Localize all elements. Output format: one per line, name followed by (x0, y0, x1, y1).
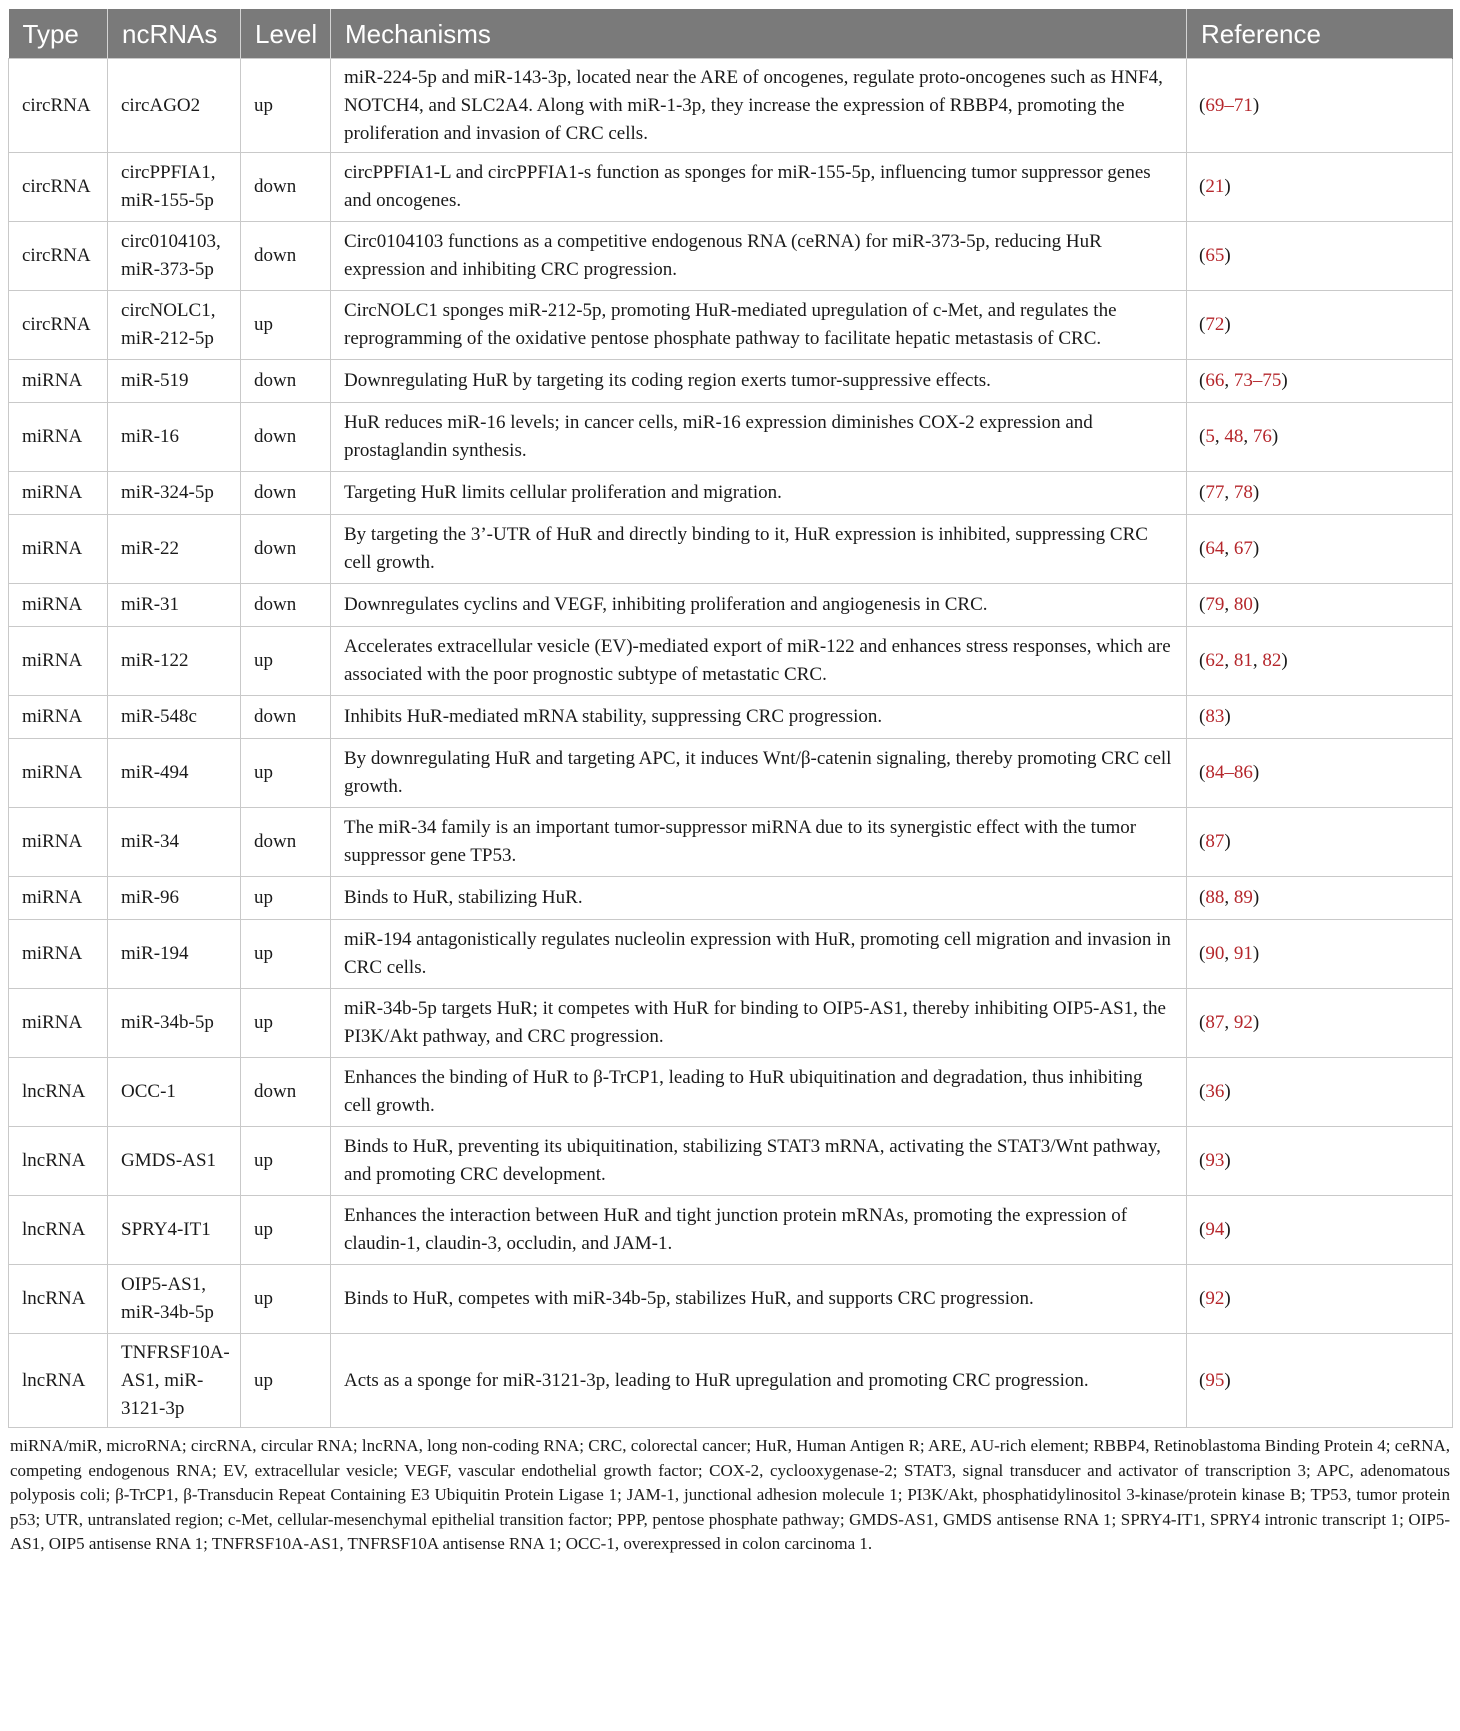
ncrna-name-line: miR-34b-5p (121, 1012, 214, 1033)
reference-link[interactable]: 90 (1205, 943, 1225, 964)
cell-reference: (65) (1187, 222, 1453, 291)
reference-link[interactable]: 67 (1233, 538, 1253, 559)
cell-reference: (95) (1187, 1334, 1453, 1428)
reference-link[interactable]: 80 (1233, 594, 1253, 615)
cell-reference: (21) (1187, 153, 1453, 222)
cell-level: up (241, 1196, 331, 1265)
ncrna-name-line: circAGO2 (121, 94, 201, 116)
reference-link[interactable]: 91 (1233, 943, 1253, 964)
table-row (9, 291, 1453, 360)
cell-type: miRNA (9, 627, 108, 696)
ncrna-name-line: miR-373-5p (121, 259, 214, 280)
cell-mechanism: By targeting the 3’-UTR of HuR and directly binding to it, HuR expression is inhibited, suppressing CRC cell growth. (331, 515, 1187, 584)
cell-type: miRNA (9, 696, 108, 739)
cell-ncrnas (108, 360, 241, 403)
cell-level: up (241, 1265, 331, 1334)
ncrna-name-line: circ0104103, (121, 231, 221, 252)
ncrna-name-line: circNOLC1, (121, 300, 216, 321)
cell-ncrnas (108, 1265, 241, 1334)
reference-link[interactable]: 94 (1205, 1219, 1225, 1240)
table-row (9, 1265, 1453, 1334)
reference-link[interactable]: 92 (1233, 1012, 1253, 1033)
cell-level: down (241, 1058, 331, 1127)
cell-type: miRNA (9, 403, 108, 472)
reference-link[interactable]: 73–75 (1233, 370, 1282, 391)
cell-reference: (92) (1187, 1265, 1453, 1334)
header-reference: Reference (1187, 10, 1453, 59)
cell-mechanism: Downregulates cyclins and VEGF, inhibiting proliferation and angiogenesis in CRC. (331, 584, 1187, 627)
table-row (9, 222, 1453, 291)
table-row (9, 1058, 1453, 1127)
reference-link[interactable]: 76 (1252, 426, 1272, 447)
reference-link[interactable]: 66 (1205, 370, 1225, 391)
reference-link[interactable]: 93 (1205, 1150, 1225, 1171)
cell-reference: (90, 91) (1187, 920, 1453, 989)
cell-mechanism: circPPFIA1-L and circPPFIA1-s function as sponges for miR-155-5p, influencing tumor suppressor genes and oncogenes. (331, 153, 1187, 222)
cell-mechanism: Enhances the binding of HuR to β-TrCP1, leading to HuR ubiquitination and degradation, thus inhibiting cell growth. (331, 1058, 1187, 1127)
reference-link[interactable]: 78 (1233, 482, 1253, 503)
cell-type: miRNA (9, 989, 108, 1058)
cell-reference: (87, 92) (1187, 989, 1453, 1058)
cell-level: up (241, 1334, 331, 1428)
cell-level: down (241, 153, 331, 222)
ncrna-name-line: miR-194 (121, 943, 189, 964)
cell-reference: (36) (1187, 1058, 1453, 1127)
ncrna-name-line: miR-212-5p (121, 328, 214, 349)
cell-type: miRNA (9, 739, 108, 808)
cell-mechanism: Binds to HuR, stabilizing HuR. (331, 877, 1187, 920)
ncrna-name-line: miR-16 (121, 426, 180, 447)
cell-reference: (94) (1187, 1196, 1453, 1265)
cell-ncrnas (108, 1334, 241, 1428)
ncrna-name-line: miR-494 (121, 762, 189, 783)
cell-type: circRNA (9, 153, 108, 222)
table-row (9, 696, 1453, 739)
reference-link[interactable]: 72 (1205, 314, 1225, 335)
ncrna-name-line: miR-31 (121, 594, 180, 615)
cell-ncrnas (108, 472, 241, 515)
reference-link[interactable]: 92 (1205, 1288, 1225, 1309)
header-level: Level (241, 10, 331, 59)
cell-ncrnas (108, 696, 241, 739)
cell-mechanism: CircNOLC1 sponges miR-212-5p, promoting HuR-mediated upregulation of c-Met, and regulates the reprogramming of the oxidative pentose phosphate pathway to facilitate hepatic metastasis of CRC. (331, 291, 1187, 360)
cell-level: up (241, 739, 331, 808)
table-row (9, 627, 1453, 696)
cell-level: up (241, 59, 331, 153)
table-container (8, 9, 1452, 1557)
ncrna-name-line: miR-122 (121, 650, 189, 671)
table-row (9, 584, 1453, 627)
cell-type: miRNA (9, 472, 108, 515)
cell-level: up (241, 989, 331, 1058)
reference-link[interactable]: 48 (1224, 426, 1244, 447)
cell-reference: (88, 89) (1187, 877, 1453, 920)
ncrna-name-line: SPRY4-IT1 (121, 1219, 211, 1240)
reference-link[interactable]: 95 (1205, 1369, 1225, 1391)
cell-reference: (62, 81, 82) (1187, 627, 1453, 696)
cell-type: circRNA (9, 291, 108, 360)
cell-mechanism: miR-34b-5p targets HuR; it competes with HuR for binding to OIP5-AS1, thereby inhibiting OIP5-AS1, the PI3K/Akt pathway, and CRC progression. (331, 989, 1187, 1058)
cell-level: up (241, 877, 331, 920)
cell-reference: (5, 48, 76) (1187, 403, 1453, 472)
cell-level: up (241, 627, 331, 696)
reference-link[interactable]: 83 (1205, 706, 1225, 727)
table-row (9, 515, 1453, 584)
cell-ncrnas (108, 1196, 241, 1265)
cell-ncrnas (108, 584, 241, 627)
cell-reference: (93) (1187, 1127, 1453, 1196)
cell-ncrnas (108, 989, 241, 1058)
cell-type: miRNA (9, 920, 108, 989)
ncrna-name-line: miR-324-5p (121, 482, 214, 503)
cell-type: lncRNA (9, 1334, 108, 1428)
cell-level: down (241, 222, 331, 291)
cell-ncrnas (108, 1127, 241, 1196)
table-row (9, 1334, 1453, 1428)
cell-type: miRNA (9, 877, 108, 920)
ncrna-name-line: OIP5-AS1, (121, 1274, 206, 1295)
cell-mechanism: Inhibits HuR-mediated mRNA stability, suppressing CRC progression. (331, 696, 1187, 739)
table-row (9, 877, 1453, 920)
ncrna-name-line: miR-519 (121, 370, 189, 391)
table-row (9, 403, 1453, 472)
ncrna-name-line: TNFRSF10A- (121, 1341, 230, 1363)
cell-mechanism: miR-224-5p and miR-143-3p, located near the ARE of oncogenes, regulate proto-oncogenes such as HNF4, NOTCH4, and SLC2A4. Along with miR-1-3p, they increase the expression of RBBP4, promoting the proliferation and invasion of CRC cells. (331, 59, 1187, 153)
cell-level: down (241, 696, 331, 739)
cell-type: miRNA (9, 808, 108, 877)
table-row (9, 1127, 1453, 1196)
ncrna-name-line: AS1, miR- (121, 1369, 204, 1391)
cell-ncrnas (108, 291, 241, 360)
cell-type: lncRNA (9, 1127, 108, 1196)
reference-link[interactable]: 5 (1205, 426, 1215, 447)
cell-ncrnas (108, 877, 241, 920)
cell-mechanism: Accelerates extracellular vesicle (EV)-mediated export of miR-122 and enhances stress responses, which are associated with the poor prognostic subtype of metastatic CRC. (331, 627, 1187, 696)
table-footnote: miRNA/miR, microRNA; circRNA, circular RNA; lncRNA, long non-coding RNA; CRC, colorectal cancer; HuR, Human Antigen R; ARE, AU-rich element; RBBP4, Retinoblastoma Binding Protein 4; ceRNA, competing endogenous RNA; EV, extracellular vesicle; VEGF, vascular endothelial growth factor; COX-2, cyclooxygenase-2; STAT3, signal transducer and activator of transcription 3; APC, adenomatous polyposis coli; β-TrCP1, β-Transducin Repeat Containing E3 Ubiquitin Protein Ligase 1; JAM-1, junctional adhesion molecule 1; PI3K/Akt, phosphatidylinositol 3-kinase/protein kinase B; TP53, tumor protein p53; UTR, untranslated region; c-Met, cellular-mesenchymal epithelial transition factor; PPP, pentose phosphate pathway; GMDS-AS1, GMDS antisense RNA 1; SPRY4-IT1, SPRY4 intronic transcript 1; OIP5-AS1, OIP5 antisense RNA 1; TNFRSF10A-AS1, TNFRSF10A antisense RNA 1; OCC-1, overexpressed in colon carcinoma 1. (10, 1436, 1450, 1553)
cell-level: down (241, 808, 331, 877)
cell-level: up (241, 920, 331, 989)
cell-type: circRNA (9, 59, 108, 153)
cell-mechanism: Enhances the interaction between HuR and tight junction protein mRNAs, promoting the expression of claudin-1, claudin-3, occludin, and JAM-1. (331, 1196, 1187, 1265)
cell-reference: (84–86) (1187, 739, 1453, 808)
cell-level: down (241, 472, 331, 515)
ncrna-name-line: GMDS-AS1 (121, 1150, 217, 1171)
cell-ncrnas (108, 808, 241, 877)
cell-level: down (241, 403, 331, 472)
header-ncrnas: ncRNAs (108, 10, 241, 59)
reference-link[interactable]: 62 (1205, 650, 1225, 671)
cell-ncrnas (108, 59, 241, 153)
cell-ncrnas (108, 1058, 241, 1127)
cell-ncrnas (108, 403, 241, 472)
reference-link[interactable]: 65 (1205, 245, 1225, 266)
table-row (9, 808, 1453, 877)
cell-ncrnas (108, 739, 241, 808)
cell-mechanism: The miR-34 family is an important tumor-suppressor miRNA due to its synergistic effect with the tumor suppressor gene TP53. (331, 808, 1187, 877)
cell-mechanism: Circ0104103 functions as a competitive endogenous RNA (ceRNA) for miR-373-5p, reducing HuR expression and inhibiting CRC progression. (331, 222, 1187, 291)
cell-ncrnas (108, 515, 241, 584)
table-row (9, 739, 1453, 808)
ncrna-name-line: miR-22 (121, 538, 180, 559)
cell-type: miRNA (9, 584, 108, 627)
cell-ncrnas (108, 153, 241, 222)
cell-mechanism: Targeting HuR limits cellular proliferation and migration. (331, 472, 1187, 515)
cell-type: miRNA (9, 360, 108, 403)
cell-type: circRNA (9, 222, 108, 291)
cell-reference: (72) (1187, 291, 1453, 360)
table-row (9, 472, 1453, 515)
ncrna-name-line: miR-34b-5p (121, 1302, 214, 1323)
reference-link[interactable]: 21 (1205, 176, 1225, 197)
cell-mechanism: By downregulating HuR and targeting APC, it induces Wnt/β-catenin signaling, thereby promoting CRC cell growth. (331, 739, 1187, 808)
cell-ncrnas (108, 222, 241, 291)
header-row (9, 10, 1453, 59)
cell-mechanism: Binds to HuR, competes with miR-34b-5p, stabilizes HuR, and supports CRC progression. (331, 1265, 1187, 1334)
table-row (9, 920, 1453, 989)
cell-reference: (83) (1187, 696, 1453, 739)
cell-reference: (66, 73–75) (1187, 360, 1453, 403)
cell-mechanism: HuR reduces miR-16 levels; in cancer cells, miR-16 expression diminishes COX-2 expression and prostaglandin synthesis. (331, 403, 1187, 472)
reference-link[interactable]: 84–86 (1205, 762, 1253, 783)
table-row (9, 59, 1453, 153)
reference-link[interactable]: 64 (1205, 538, 1225, 559)
ncrna-name-line: circPPFIA1, (121, 162, 216, 183)
reference-link[interactable]: 36 (1205, 1081, 1225, 1102)
reference-link[interactable]: 87 (1205, 831, 1225, 852)
reference-link[interactable]: 88 (1205, 887, 1225, 908)
ncrna-name-line: OCC-1 (121, 1081, 176, 1102)
ncrna-name-line: miR-155-5p (121, 190, 214, 211)
ncrna-name-line: 3121-3p (121, 1397, 185, 1419)
cell-reference: (87) (1187, 808, 1453, 877)
cell-mechanism: Acts as a sponge for miR-3121-3p, leading to HuR upregulation and promoting CRC progression. (331, 1334, 1187, 1428)
header-type: Type (9, 10, 108, 59)
cell-type: lncRNA (9, 1196, 108, 1265)
cell-reference: (79, 80) (1187, 584, 1453, 627)
cell-ncrnas (108, 920, 241, 989)
cell-type: lncRNA (9, 1058, 108, 1127)
ncrna-name-line: miR-96 (121, 887, 180, 908)
cell-level: up (241, 1127, 331, 1196)
cell-level: up (241, 291, 331, 360)
reference-link[interactable]: 77 (1205, 482, 1225, 503)
reference-link[interactable]: 87 (1205, 1012, 1225, 1033)
cell-level: down (241, 360, 331, 403)
ncrna-name-line: miR-548c (121, 706, 197, 727)
reference-link[interactable]: 82 (1262, 650, 1282, 671)
table-body (9, 59, 1453, 1428)
cell-mechanism: miR-194 antagonistically regulates nucleolin expression with HuR, promoting cell migration and invasion in CRC cells. (331, 920, 1187, 989)
ncrna-table (8, 9, 1453, 1428)
table-row (9, 360, 1453, 403)
table-row (9, 1196, 1453, 1265)
cell-mechanism: Downregulating HuR by targeting its coding region exerts tumor-suppressive effects. (331, 360, 1187, 403)
reference-link[interactable]: 89 (1233, 887, 1253, 908)
reference-link[interactable]: 69–71 (1205, 94, 1253, 116)
header-mechanisms: Mechanisms (331, 10, 1187, 59)
cell-reference: (77, 78) (1187, 472, 1453, 515)
cell-reference: (69–71) (1187, 59, 1453, 153)
cell-reference: (64, 67) (1187, 515, 1453, 584)
cell-mechanism: Binds to HuR, preventing its ubiquitination, stabilizing STAT3 mRNA, activating the STAT3/Wnt pathway, and promoting CRC development. (331, 1127, 1187, 1196)
cell-type: lncRNA (9, 1265, 108, 1334)
cell-type: miRNA (9, 515, 108, 584)
cell-level: down (241, 515, 331, 584)
cell-level: down (241, 584, 331, 627)
ncrna-name-line: miR-34 (121, 831, 180, 852)
cell-ncrnas (108, 627, 241, 696)
table-row (9, 989, 1453, 1058)
reference-link[interactable]: 81 (1233, 650, 1253, 671)
reference-link[interactable]: 79 (1205, 594, 1225, 615)
table-row (9, 153, 1453, 222)
